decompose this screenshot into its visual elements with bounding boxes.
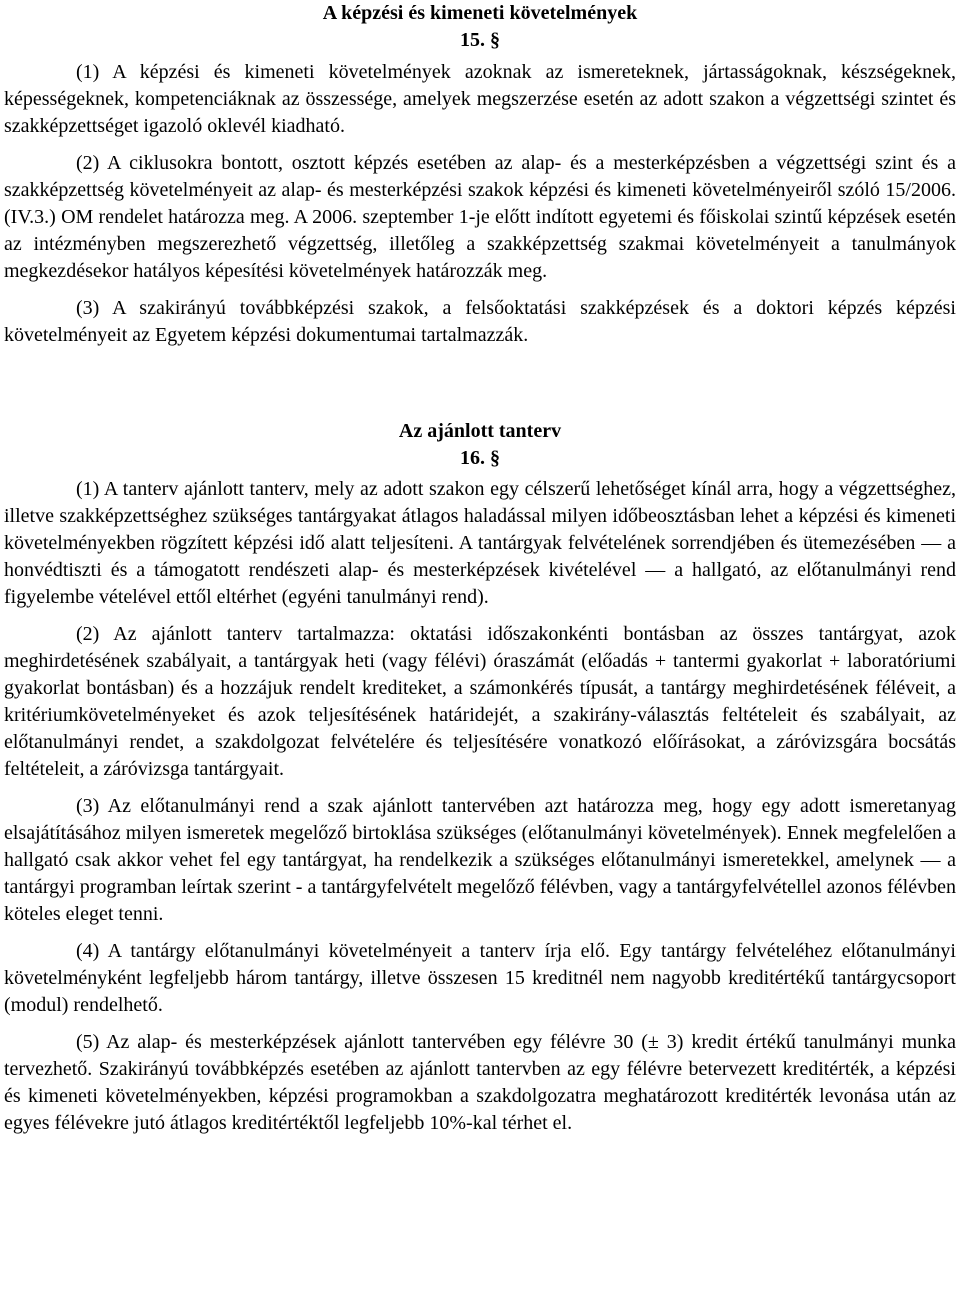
paragraph: (4) A tantárgy előtanulmányi követelményeit a tanterv írja elő. Egy tantárgy felvételéhez előtanulmányi követelményként legfeljebb három tantárgy, illetve összesen 15 kreditnél nem nagyobb kreditértékű tantárgycsoport (modul) rendelhető. — [4, 940, 956, 1016]
section-title: Az ajánlott tanterv — [398, 420, 562, 442]
paragraph: (2) Az ajánlott tanterv tartalmazza: oktatási időszakonkénti bontásban az összes tantárgyat, azok meghirdetésének szabályait, a tantárgyak heti (vagy félévi) óraszámát (előadás + tantermi gyakorlat + laboratóriumi gyakorlat bontásban) és a hozzájuk rendelt krediteket, a számonkérés típusát, a tantárgy meghirdetésének féléveit, a kritériumkövetelményeket és azok teljesítésének határidejét, a szakirány-választás feltételeit és szabályait, az előtanulmányi rendet, a szakdolgozat felvételére és teljesítésére vonatkozó előírásokat, a záróvizsgára bocsátás feltételeit, a záróvizsga tantárgyait. — [4, 623, 956, 780]
paragraph: (2) A ciklusokra bontott, osztott képzés esetében az alap- és a mesterképzésben a végzettségi szint és a szakképzettség követelményeit az alap- és mesterképzési szakok képzési és kimeneti követelményeiről szóló 15/2006. (IV.3.) OM rendelet határozza meg. A 2006. szeptember 1-je előtt indított egyetemi és főiskolai szintű képzések esetén az intézményben megszerezhető végzettség, illetőleg a szakképzettség szakmai követelményeit a tanulmányok megkezdésekor hatályos képesítési követelmények határozzák meg. — [4, 152, 956, 282]
section-number: 15. § — [460, 29, 500, 51]
paragraph: (5) Az alap- és mesterképzések ajánlott tantervében egy félévre 30 (± 3) kredit értékű tanulmányi munka tervezhető. Szakirányú továbbképzés esetében az ajánlott tantervben az egy félévre betervezett kreditérték, a képzési és kimeneti követelményekben, képzési programokban a szakdolgozatra meghatározott kreditérték levonása után az egyes félévekre jutó átlagos kreditértéktől legfeljebb 10%-kal térhet el. — [4, 1031, 956, 1134]
section-16 — [4, 418, 956, 1137]
paragraph: (1) A tanterv ajánlott tanterv, mely az adott szakon egy célszerű lehetőséget kínál arra, hogy a végzettséghez, illetve szakképzettséghez szükséges tantárgyakat átlagos haladással milyen időbeosztásban lehet a képzési és kimeneti követelményekben rögzített képzési idő alatt teljesíteni. A tantárgyak felvételének sorrendjében és ütemezésében — a honvédtiszti és a támogatott rendészeti alap- és mesterképzések kivételével — a hallgató, az előtanulmányi rend figyelembe vételével ettől eltérhet (egyéni tanulmányi rend). — [4, 478, 956, 608]
section-title: A képzési és kimeneti követelmények — [322, 2, 638, 24]
paragraph: (1) A képzési és kimeneti követelmények azoknak az ismereteknek, jártasságoknak, készségeknek, képességeknek, kompetenciáknak az összessége, amelyek megszerzése esetén az adott szakon a végzettségi szintet és szakképzettséget igazoló oklevél kiadható. — [4, 61, 956, 137]
paragraph: (3) A szakirányú továbbképzési szakok, a felsőoktatási szakképzések és a doktori képzés képzési követelményeit az Egyetem képzési dokumentumai tartalmazzák. — [4, 297, 956, 346]
paragraph: (3) Az előtanulmányi rend a szak ajánlott tantervében azt határozza meg, hogy egy adott ismeretanyag elsajátításához milyen ismeretek megelőző birtoklása szükséges (előtanulmányi követelmények). Ennek megfelelően a hallgató csak akkor vehet fel egy tantárgyat, ha rendelkezik a szükséges előtanulmányi ismeretekkel, amelynek — a tantárgyi programban leírtak szerint - a tantárgyfelvételt megelőző félévben, vagy a tantárgyfelvétellel azonos félévben köteles eleget tenni. — [4, 795, 956, 925]
section-number: 16. § — [460, 447, 500, 469]
section-15 — [4, 0, 956, 349]
